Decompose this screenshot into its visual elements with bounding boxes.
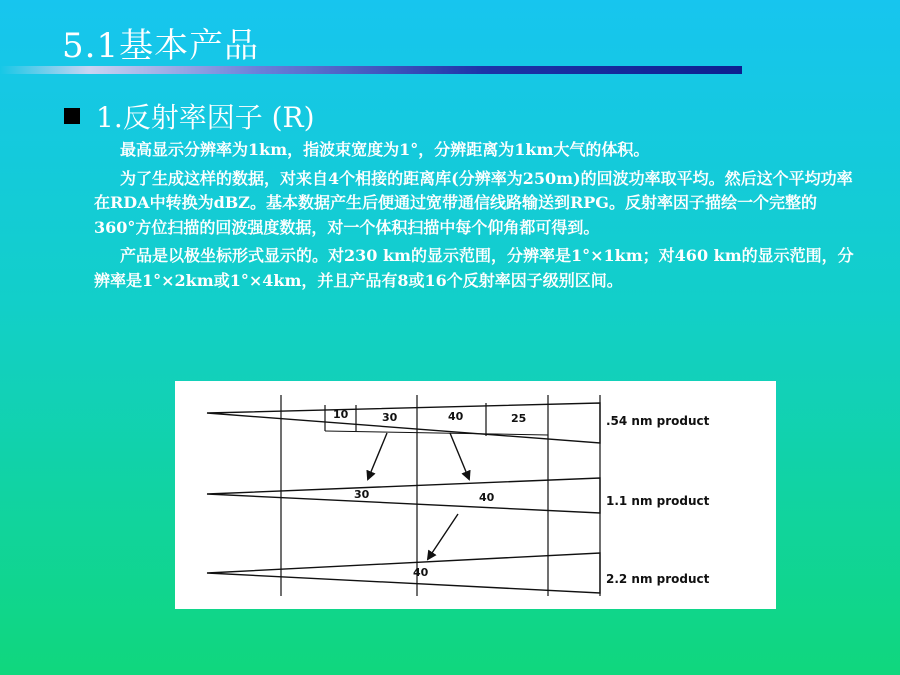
paragraph-1: 最高显示分辨率为1km，指波束宽度为1°，分辨距离为1km大气的体积。 (120, 140, 650, 159)
top-value-1: 10 (333, 408, 349, 421)
mid-value-1: 30 (354, 488, 370, 501)
top-value-4: 25 (511, 412, 527, 425)
body-text (94, 138, 856, 297)
product-label-11: 1.1 nm product (606, 494, 710, 508)
top-value-2: 30 (382, 411, 398, 424)
arrow-2 (450, 433, 469, 479)
diagram-svg (175, 381, 776, 609)
section-heading: 1.反射率因子 (R) (96, 101, 315, 134)
paragraph-3: 产品是以极坐标形式显示的。对230 km的显示范围，分辨率是1°×1km；对460 km的显示范围，分辨率是1°×2km或1°×4km，并且产品有8或16个反射率因子级别区间。 (94, 246, 854, 290)
product-label-22: 2.2 nm product (606, 572, 710, 586)
arrow-1 (368, 433, 387, 479)
wedge-054nm (207, 403, 600, 443)
wedge-22nm (207, 553, 600, 593)
bullet-square-icon (64, 108, 80, 124)
paragraph-2: 为了生成这样的数据，对来自4个相接的距离库(分辨率为250m)的回波功率取平均。然后这个平均功率在RDA中转换为dBZ。基本数据产生后便通过宽带通信线路输送到RPG。反射率因子描绘一个完整的360°方位扫描的回波强度数据，对一个体积扫描中每个仰角都可得到。 (94, 168, 853, 237)
title-underline (0, 66, 742, 74)
wedge-11nm (207, 478, 600, 513)
top-value-3: 40 (448, 410, 464, 423)
top-cell-base (325, 431, 548, 435)
bottom-value-1: 40 (413, 566, 429, 579)
page-title: 5.1基本产品 (62, 26, 260, 66)
mid-value-2: 40 (479, 491, 495, 504)
resolution-diagram (175, 381, 776, 609)
section-header (64, 96, 315, 136)
product-label-054: .54 nm product (606, 414, 710, 428)
arrow-3 (428, 514, 458, 559)
